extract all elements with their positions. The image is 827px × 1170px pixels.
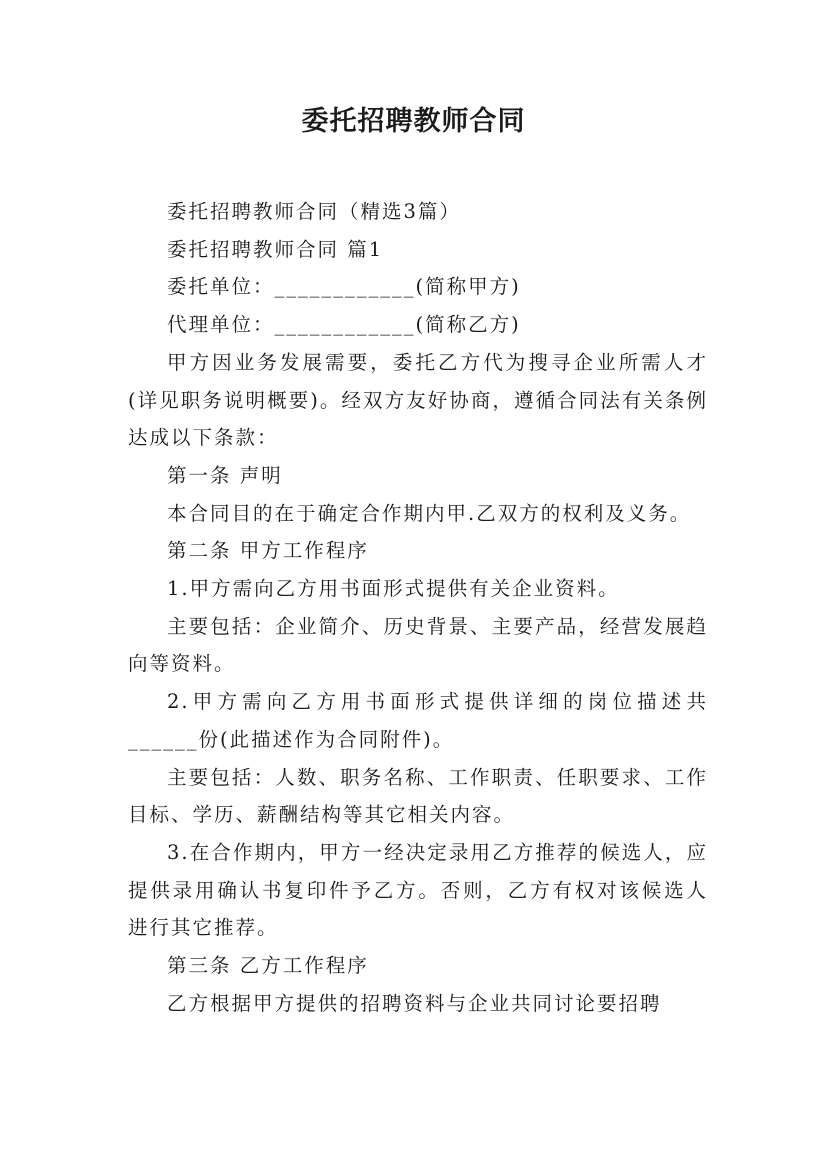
paragraph-preamble: 甲方因业务发展需要，委托乙方代为搜寻企业所需人才(详见职务说明概要)。经双方友好协商，遵循合同法有关条例达成以下条款：: [128, 350, 708, 450]
paragraph-clause-2-item-3: 3.在合作期内，甲方一经决定录用乙方推荐的候选人，应提供录用确认书复印件予乙方。否则，乙方有权对该候选人进行其它推荐。: [128, 840, 708, 940]
paragraph-clause-2-heading: 第二条 甲方工作程序: [167, 539, 369, 563]
paragraph-clause-2-item-2: 2.甲方需向乙方用书面形式提供详细的岗位描述共______份(此描述作为合同附件)。: [128, 690, 708, 751]
paragraph-clause-1-body: 本合同目的在于确定合作期内甲.乙双方的权利及义务。: [167, 501, 692, 525]
paragraph-party-b: 代理单位：____________(简称乙方): [167, 313, 521, 337]
paragraph-subtitle: 委托招聘教师合同（精选3篇）: [167, 200, 461, 223]
paragraph-clause-2-item-1-detail: 主要包括：企业简介、历史背景、主要产品，经营发展趋向等资料。: [128, 614, 708, 676]
document-title: 委托招聘教师合同: [301, 106, 526, 137]
paragraph-article-heading: 委托招聘教师合同 篇1: [167, 237, 384, 261]
paragraph-clause-2-item-1: 1.甲方需向乙方用书面形式提供有关企业资料。: [167, 577, 620, 601]
paragraph-clause-2-item-2-detail: 主要包括：人数、职务名称、工作职责、任职要求、工作目标、学历、薪酬结构等其它相关内容。: [128, 765, 708, 827]
paragraph-clause-3-body: 乙方根据甲方提供的招聘资料与企业共同讨论要招聘: [167, 991, 662, 1015]
paragraph-clause-3-heading: 第三条 乙方工作程序: [167, 954, 369, 978]
document-body: [128, 193, 708, 1022]
paragraph-party-a: 委托单位：____________(简称甲方): [167, 275, 521, 299]
paragraph-clause-1-heading: 第一条 声明: [167, 463, 283, 487]
